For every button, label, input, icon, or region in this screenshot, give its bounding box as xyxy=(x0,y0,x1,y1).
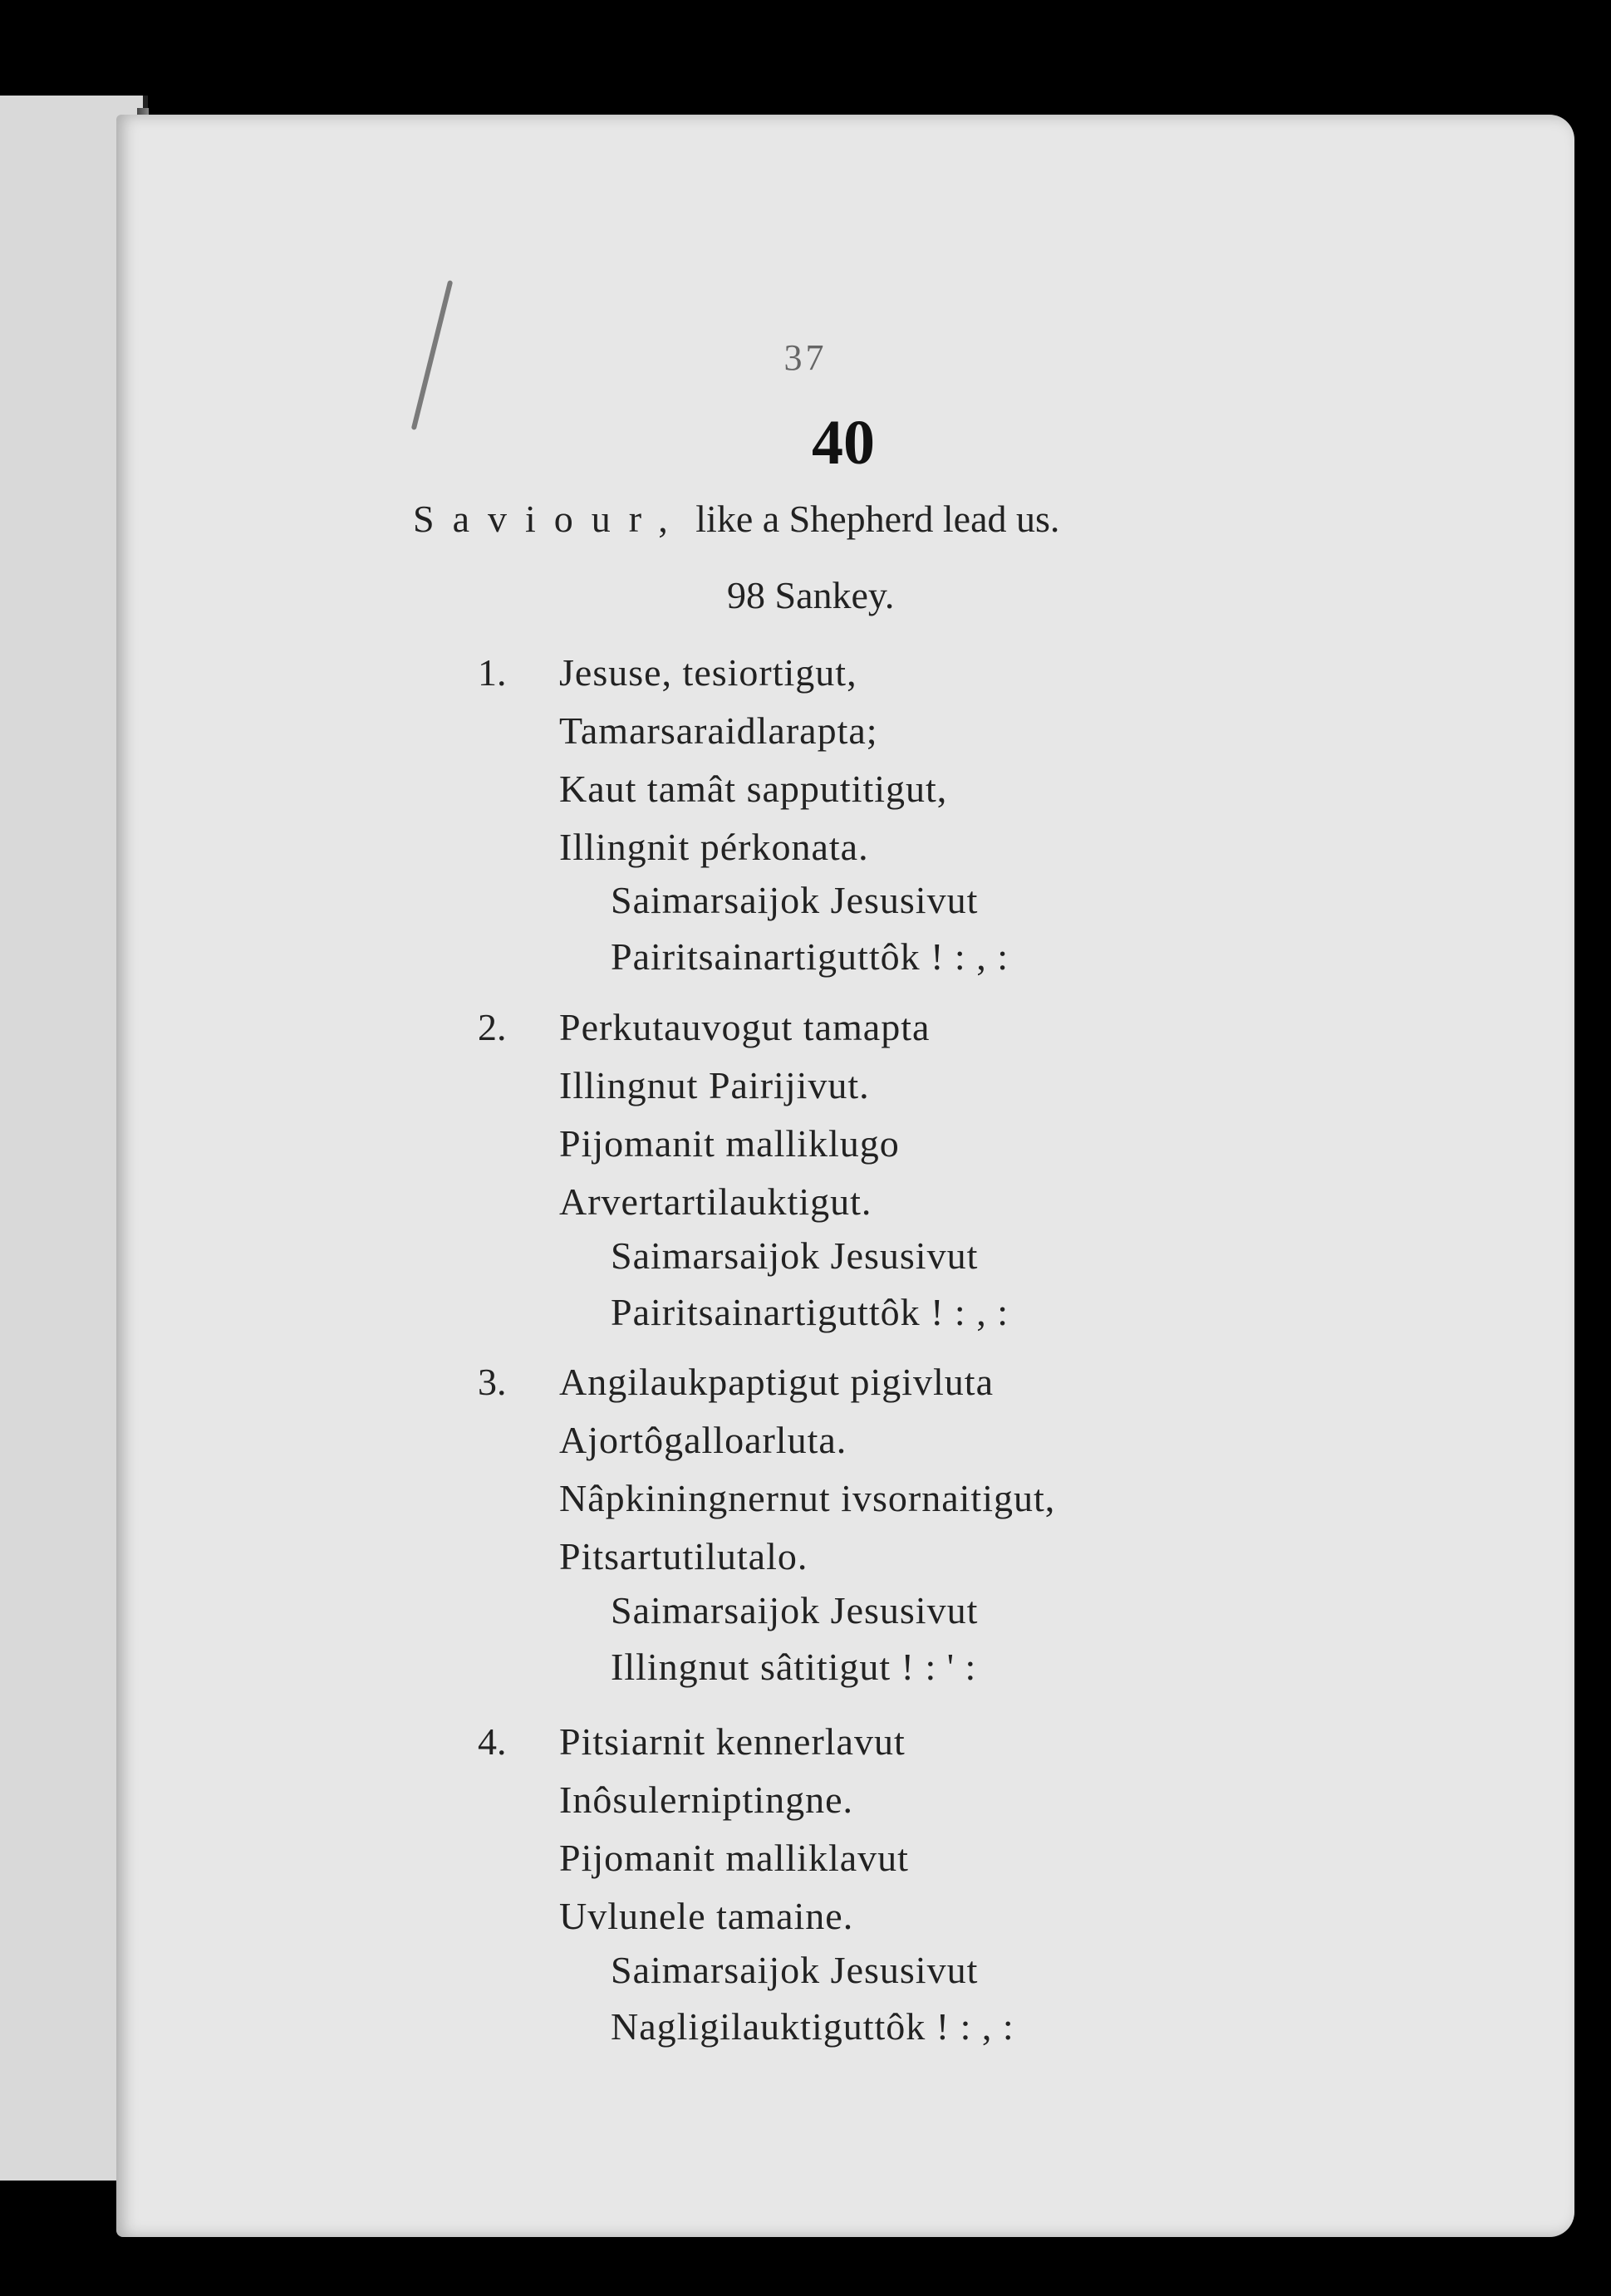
verse-line: Arvertartilauktigut. xyxy=(559,1180,872,1223)
refrain-line: Saimarsaijok Jesusivut xyxy=(611,879,979,921)
stanza-number: 1. xyxy=(478,651,507,694)
verse-line: Pitsiarnit kennerlavut xyxy=(559,1720,906,1763)
verse-line: Perkutauvogut tamapta xyxy=(559,1006,931,1048)
stanza-number: 2. xyxy=(478,1006,507,1048)
refrain-line: Nagligilauktiguttôk ! : , : xyxy=(611,2005,1014,2048)
verse-line: Pijomanit malliklugo xyxy=(559,1122,900,1165)
verse-line: Jesuse, tesiortigut, xyxy=(559,651,857,694)
refrain-line: Pairitsainartiguttôk ! : , : xyxy=(611,1291,1009,1333)
verse-line: Illingnut Pairijivut. xyxy=(559,1064,870,1106)
hymn-title-rest: like a Shepherd lead us. xyxy=(685,498,1060,540)
hymn-number: 40 xyxy=(812,408,875,478)
refrain-line: Illingnut sâtitigut ! : ' : xyxy=(611,1646,977,1688)
verse-line: Kaut tamât sapputitigut, xyxy=(559,768,948,810)
verse-line: Inôsulerniptingne. xyxy=(559,1778,853,1821)
verse-line: Illingnit pérkonata. xyxy=(559,826,869,868)
stanza-number: 3. xyxy=(478,1361,507,1403)
refrain-line: Pairitsainartiguttôk ! : , : xyxy=(611,935,1009,978)
tune-reference: 98 Sankey. xyxy=(727,574,895,616)
hymn-title xyxy=(413,497,1059,541)
refrain-line: Saimarsaijok Jesusivut xyxy=(611,1589,979,1631)
verse-line: Ajortôgalloarluta. xyxy=(559,1419,847,1461)
verse-line: Pitsartutilutalo. xyxy=(559,1535,808,1577)
verse-line: Pijomanit malliklavut xyxy=(559,1837,909,1879)
hymn-title-first-word: Saviour, xyxy=(413,498,686,540)
refrain-line: Saimarsaijok Jesusivut xyxy=(611,1234,979,1277)
verse-line: Nâpkiningnernut ivsornaitigut, xyxy=(559,1477,1056,1519)
verse-line: Angilaukpaptigut pigivluta xyxy=(559,1361,994,1403)
verse-line: Tamarsaraidlarapta; xyxy=(559,709,878,752)
page-number: 37 xyxy=(783,337,828,378)
refrain-line: Saimarsaijok Jesusivut xyxy=(611,1949,979,1991)
verse-line: Uvlunele tamaine. xyxy=(559,1895,854,1937)
stanza-number: 4. xyxy=(478,1720,507,1763)
